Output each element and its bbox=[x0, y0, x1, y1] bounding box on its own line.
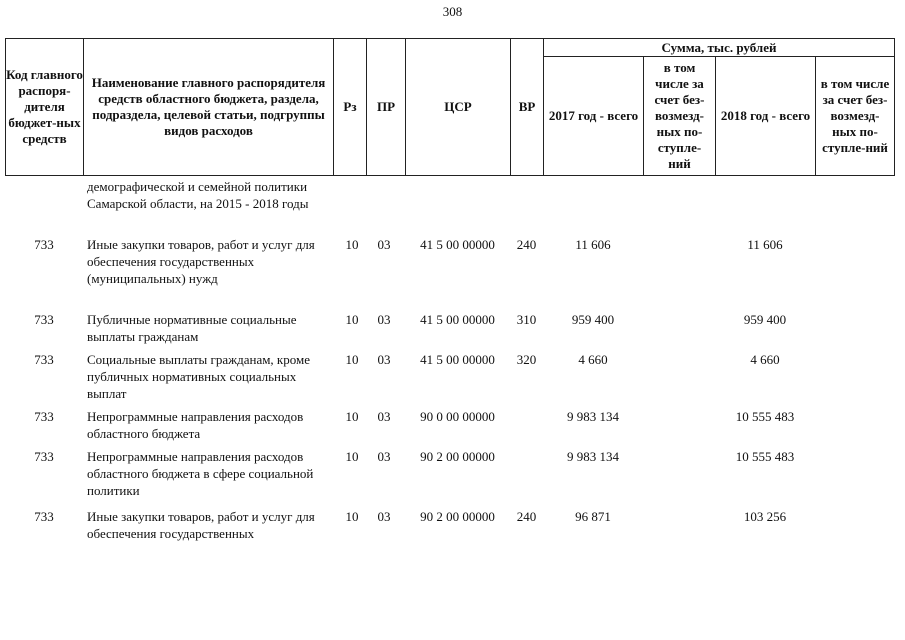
row-2017-total: 96 871 bbox=[575, 509, 611, 524]
row-code: 733 bbox=[34, 352, 54, 367]
row-2018-total: 103 256 bbox=[743, 509, 787, 524]
row-name: Иные закупки товаров, работ и услуг для обеспечения государственных bbox=[87, 509, 315, 541]
table-body bbox=[5, 178, 895, 568]
row-csr: 41 5 00 00000 bbox=[420, 312, 495, 327]
row-2017-total: 11 606 bbox=[575, 237, 611, 252]
row-pr: 03 bbox=[377, 509, 391, 524]
row-2018-total: 11 606 bbox=[747, 237, 783, 252]
row-rz: 10 bbox=[345, 409, 359, 424]
row-csr: 90 2 00 00000 bbox=[420, 509, 495, 524]
row-2018-total: 959 400 bbox=[743, 312, 787, 327]
row-csr: 90 2 00 00000 bbox=[420, 449, 495, 464]
row-name: демографической и семейной политики Самарской области, на 2015 - 2018 годы bbox=[87, 179, 309, 211]
header-vr: ВР bbox=[511, 39, 544, 175]
row-code: 733 bbox=[34, 509, 54, 524]
row-2017-total: 4 660 bbox=[578, 352, 608, 367]
table-row bbox=[5, 236, 895, 311]
table-row bbox=[5, 311, 895, 351]
header-2017-total: 2017 год - всего bbox=[544, 56, 644, 175]
table-header bbox=[5, 38, 895, 176]
row-code: 733 bbox=[34, 237, 54, 252]
row-2018-total: 10 555 483 bbox=[735, 409, 795, 424]
page-number: 308 bbox=[442, 4, 463, 19]
header-2017-grants: в том числе за счет без-возмезд-ных по-ступле-ний bbox=[644, 56, 716, 175]
row-code: 733 bbox=[34, 312, 54, 327]
row-rz: 10 bbox=[345, 449, 359, 464]
header-rz: Рз bbox=[334, 39, 367, 175]
header-code: Код главного распоря-дителя бюджет-ных средств bbox=[6, 39, 84, 175]
row-vr: 240 bbox=[516, 237, 537, 252]
row-2018-total: 4 660 bbox=[750, 352, 780, 367]
table-row bbox=[5, 351, 895, 408]
row-csr: 90 0 00 00000 bbox=[420, 409, 495, 424]
row-pr: 03 bbox=[377, 237, 391, 252]
row-pr: 03 bbox=[377, 312, 391, 327]
header-csr: ЦСР bbox=[406, 39, 511, 175]
row-2018-total: 10 555 483 bbox=[735, 449, 795, 464]
row-code: 733 bbox=[34, 409, 54, 424]
header-sum-group bbox=[544, 39, 894, 175]
row-name: Непрограммные направления расходов областного бюджета bbox=[87, 409, 304, 441]
row-2017-total: 959 400 bbox=[571, 312, 615, 327]
table-row bbox=[5, 408, 895, 448]
row-csr: 41 5 00 00000 bbox=[420, 237, 495, 252]
header-name: Наименование главного распорядителя средств областного бюджета, раздела, подраздела, целевой статьи, подгруппы видов расходов bbox=[84, 39, 334, 175]
row-name: Иные закупки товаров, работ и услуг для обеспечения государственных (муниципальных) нужд bbox=[87, 237, 315, 286]
row-pr: 03 bbox=[377, 449, 391, 464]
row-rz: 10 bbox=[345, 312, 359, 327]
row-name: Социальные выплаты гражданам, кроме публичных нормативных социальных выплат bbox=[87, 352, 310, 401]
row-vr: 310 bbox=[516, 312, 537, 327]
table-row bbox=[5, 178, 895, 236]
header-2018-total: 2018 год - всего bbox=[716, 56, 816, 175]
row-2017-total: 9 983 134 bbox=[567, 449, 619, 464]
header-pr: ПР bbox=[367, 39, 406, 175]
row-rz: 10 bbox=[345, 237, 359, 252]
header-sum-title: Сумма, тыс. рублей bbox=[544, 39, 894, 57]
row-name: Публичные нормативные социальные выплаты гражданам bbox=[87, 312, 297, 344]
row-rz: 10 bbox=[345, 509, 359, 524]
table-row bbox=[5, 448, 895, 508]
row-name: Непрограммные направления расходов областного бюджета в сфере социальной политики bbox=[87, 449, 314, 498]
table-row bbox=[5, 508, 895, 568]
row-vr: 320 bbox=[516, 352, 537, 367]
row-rz: 10 bbox=[345, 352, 359, 367]
row-vr: 240 bbox=[516, 509, 537, 524]
header-2018-grants: в том числе за счет без-возмезд-ных по-ступле-ний bbox=[820, 75, 890, 155]
row-pr: 03 bbox=[377, 409, 391, 424]
row-pr: 03 bbox=[377, 352, 391, 367]
row-2017-total: 9 983 134 bbox=[567, 409, 619, 424]
row-code: 733 bbox=[34, 449, 54, 464]
row-csr: 41 5 00 00000 bbox=[420, 352, 495, 367]
